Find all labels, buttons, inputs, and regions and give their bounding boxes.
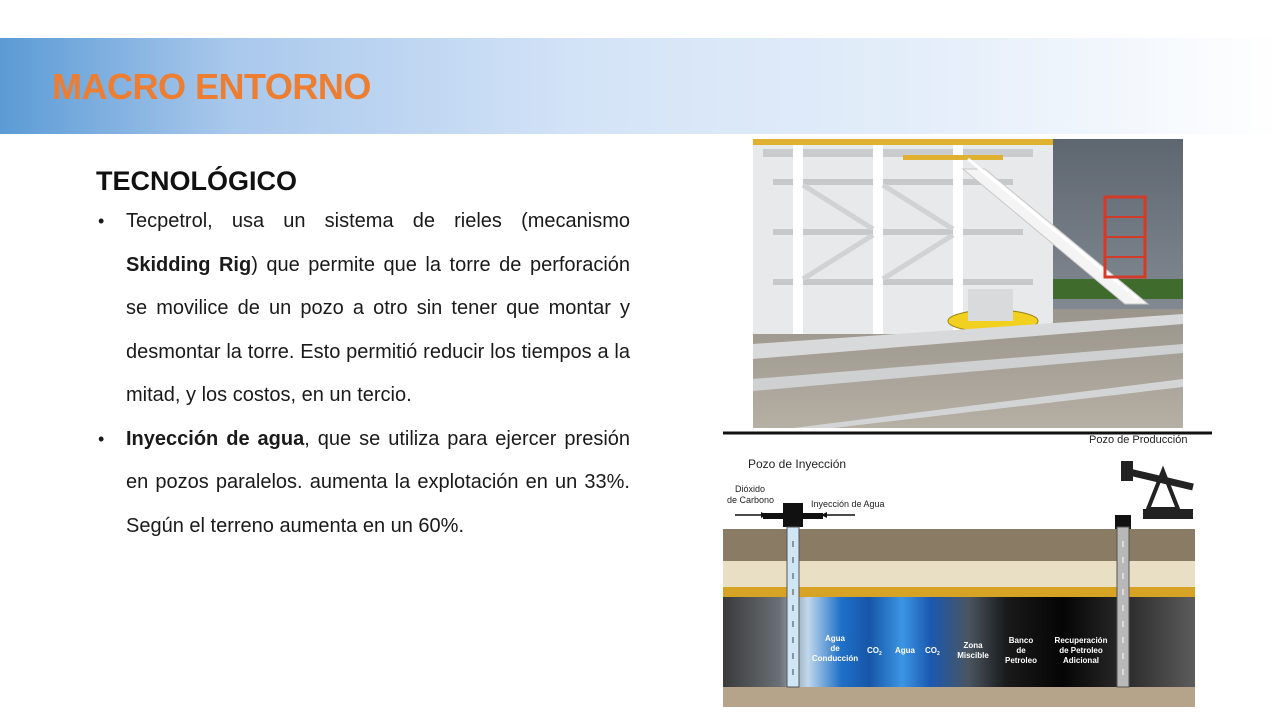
bullet-bold-text: Inyección de agua <box>126 427 305 450</box>
injection-well-label: Pozo de Inyección <box>748 457 847 471</box>
co2-b-text: CO <box>925 646 937 655</box>
rig-illustration <box>753 139 1183 428</box>
water-injection-label: Inyección de Agua <box>811 499 885 509</box>
eor-diagram <box>723 431 1212 707</box>
skidding-rig-photo <box>753 139 1183 428</box>
bullet-list <box>96 200 630 548</box>
zone-water-label-2: de <box>830 644 840 653</box>
bullet-water-injection <box>96 418 630 549</box>
injection-diagram <box>723 431 1212 707</box>
co2-a-subscript: 2 <box>879 651 882 657</box>
zone-oil-bank-label-1: Banco <box>1008 636 1034 645</box>
bullet-text: , que se utiliza para ejercer presión en pozos paralelos. aumenta la explotación en un 33%. Según el terreno aumenta en un 60%. <box>126 427 631 537</box>
bullet-bold-text: Skidding Rig <box>126 253 252 276</box>
zone-miscible-label-2: Miscible <box>957 651 989 660</box>
zone-recovery-label-1: Recuperación <box>1054 636 1108 645</box>
zone-water-label-3: Conducción <box>811 654 859 663</box>
zone-oil-bank-label-2: de <box>1016 646 1026 655</box>
zone-recovery-label-3: Adicional <box>1062 656 1100 665</box>
co2-label-line1: Dióxido <box>735 484 766 494</box>
zone-recovery-label-2: de Petroleo <box>1059 646 1103 655</box>
bullet-text: Tecpetrol, usa un sistema de rieles (mecanismo <box>126 210 630 232</box>
zone-miscible-label-1: Zona <box>963 641 983 650</box>
zone-water2-label: Agua <box>895 646 915 655</box>
bullet-text: ) que permite que la torre de perforación se movilice de un pozo a otro sin tener que montar y desmontar la torre. Esto permitió reducir los tiempos a la mitad, y los costos, en un tercio. <box>126 253 631 406</box>
co2-b-subscript: 2 <box>937 651 940 657</box>
zone-water-label-1: Agua <box>825 634 845 643</box>
section-subtitle: TECNOLÓGICO <box>96 166 297 196</box>
bullet-skidding-rig <box>96 200 630 418</box>
production-well-label: Pozo de Producción <box>1089 434 1188 446</box>
co2-label-line2: de Carbono <box>727 495 775 505</box>
slide-title: MACRO ENTORNO <box>52 66 371 107</box>
co2-a-text: CO <box>867 646 879 655</box>
zone-oil-bank-label-3: Petroleo <box>1004 656 1038 665</box>
